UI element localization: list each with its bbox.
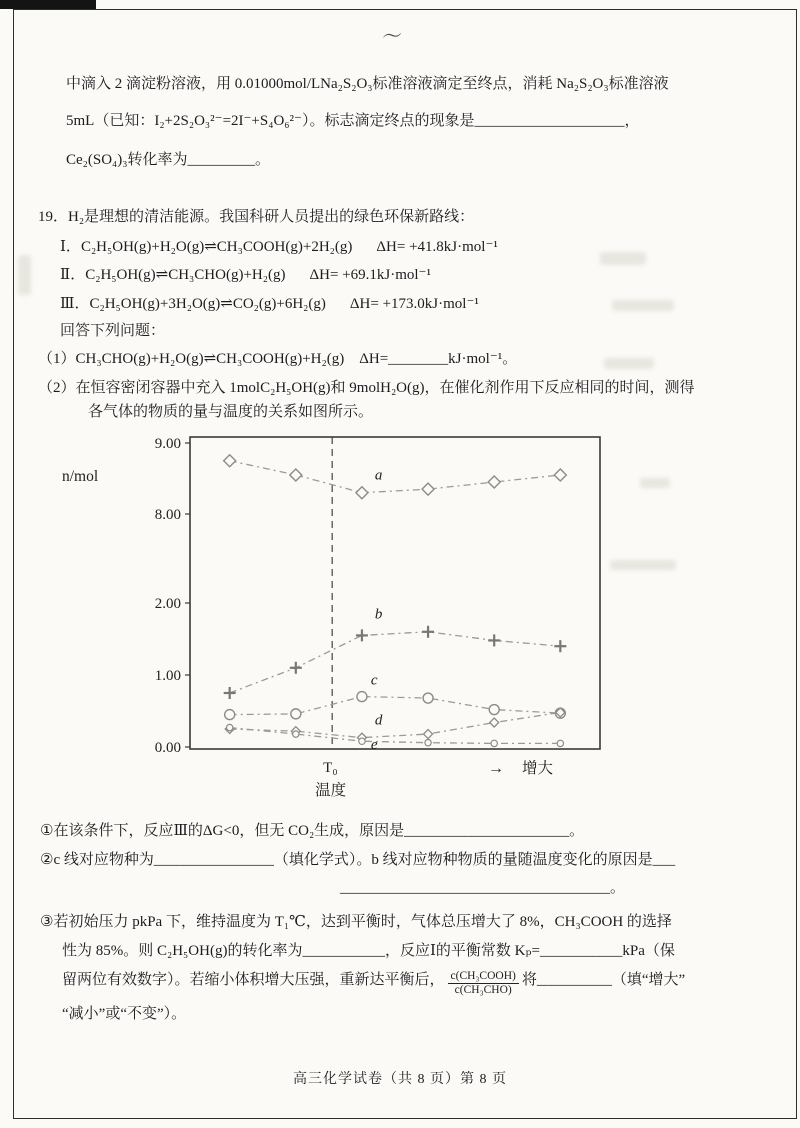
y-tick-label: 9.00 (154, 436, 181, 453)
fraction-numerator: c(CH₃COOH) (448, 970, 519, 984)
question-part-2-line-1: （2）在恒容密闭容器中充入 1molC₂H₅OH(g)和 9molH₂O(g)，在催化剂作用下反应相同的时间，测得 (38, 379, 695, 396)
increase-arrow: → (488, 760, 504, 778)
x-axis-label: 温度 (315, 782, 347, 800)
series-a (224, 455, 567, 499)
reaction-equation-3 (60, 294, 778, 315)
sub-question-3-line-4: “减小”或“不变”）。 (62, 1006, 187, 1023)
reaction-3-formula: C₂H₅OH(g)+3H₂O(g)⇌CO₂(g)+6H₂(g) (89, 295, 326, 312)
scan-artifact: 〜 (380, 24, 404, 50)
fraction-denominator: c(CH₃CHO) (454, 983, 512, 996)
reaction-equation-2 (60, 265, 778, 286)
plot-box (190, 437, 600, 749)
sub-question-2-line-1: ②c 线对应物种为________________（填化学式）。b 线对应物种物质的量随温度变化的原因是___ (40, 851, 676, 868)
reaction-2-numeral: Ⅱ． (60, 267, 86, 284)
series-d-line (230, 713, 561, 738)
reaction-3-enthalpy: ΔH= +173.0kJ·mol⁻¹ (349, 295, 479, 312)
increase-label: 增大 (522, 760, 554, 778)
reaction-3-numeral: Ⅲ． (60, 295, 90, 312)
series-a-line (230, 461, 561, 493)
series-a-label: a (374, 467, 383, 484)
reaction-equation-1 (60, 237, 778, 258)
reaction-2-enthalpy: ΔH= +69.1kJ·mol⁻¹ (309, 267, 431, 284)
series-d-label: d (374, 712, 383, 729)
answer-prompt: 回答下列问题： (60, 323, 166, 340)
question-part-2-line-2: 各气体的物质的量与温度的关系如图所示。 (88, 403, 374, 420)
sub-question-3-line-3 (62, 970, 778, 997)
concentration-ratio-fraction (448, 970, 519, 996)
sub-question-1: ①在该条件下，反应Ⅲ的ΔG<0，但无 CO₂生成，原因是______________________。 (40, 823, 585, 840)
question-part-1: （1）CH₃CHO(g)+H₂O(g)⇌CH₃COOH(g)+H₂(g) ΔH=________kJ·mol⁻¹。 (38, 351, 518, 368)
series-b-line (230, 632, 561, 693)
page-content (38, 74, 778, 1026)
y-tick-label: 1.00 (154, 668, 181, 685)
t0-label: T₀ (323, 760, 338, 777)
reaction-1-numeral: Ⅰ． (60, 239, 81, 256)
scan-artifact (18, 255, 31, 295)
chart-block (40, 429, 778, 807)
prev-question-line-3: Ce₂(SO₄)₃转化率为_________。 (66, 151, 271, 168)
series-c-line (230, 697, 561, 715)
series-d (225, 708, 565, 742)
series-c-label: c (370, 672, 378, 689)
question-19-stem: 19．H₂是理想的清洁能源。我国科研人员提出的绿色环保新路线： (38, 208, 475, 225)
sub-question-2-line-2: ____________________________________。 (340, 879, 626, 896)
prev-question-line-1: 中滴入 2 滴淀粉溶液，用 0.01000mol/LNa₂S₂O₃标准溶液滴定至终点，消耗 Na₂S₂O₃标准溶液 (66, 76, 669, 92)
y-tick-label: 2.00 (154, 596, 181, 613)
series-b (224, 607, 567, 700)
reaction-1-enthalpy: ΔH= +41.8kJ·mol⁻¹ (376, 239, 498, 256)
series-e-label: e (370, 737, 378, 754)
sub-question-3-line-1: ③若初始压力 pkPa 下，维持温度为 T₁℃，达到平衡时，气体总压增大了 8%，CH₃COOH 的选择 (40, 914, 672, 931)
y-tick-label: 0.00 (154, 740, 181, 757)
reaction-2-formula: C₂H₅OH(g)⇌CH₃CHO(g)+H₂(g) (85, 267, 286, 284)
y-axis-label: n/mol (62, 468, 99, 486)
series-c (225, 673, 566, 720)
sub3-line3-post: 将__________（填“增大” (521, 971, 686, 988)
quantity-temperature-chart (40, 429, 660, 807)
sub3-line3-pre: 留两位有效数字）。若缩小体积增大压强，重新达平衡后， (62, 971, 445, 988)
sub-question-3-line-2: 性为 85%。则 C₂H₅OH(g)的转化率为___________，反应Ⅰ的平衡常数 Kₚ=___________kPa（保 (62, 943, 675, 960)
y-tick-label: 8.00 (154, 507, 181, 524)
reaction-1-formula: C₂H₅OH(g)+H₂O(g)⇌CH₃COOH(g)+2H₂(g) (80, 239, 353, 256)
scan-artifact (0, 0, 96, 9)
page-footer: 高三化学试卷（共 8 页）第 8 页 (293, 1072, 507, 1087)
prev-question-line-2: 5mL（已知：I₂+2S₂O₃²⁻=2I⁻+S₄O₆²⁻）。标志滴定终点的现象是____________________， (66, 113, 640, 130)
series-b-label: b (374, 606, 383, 623)
